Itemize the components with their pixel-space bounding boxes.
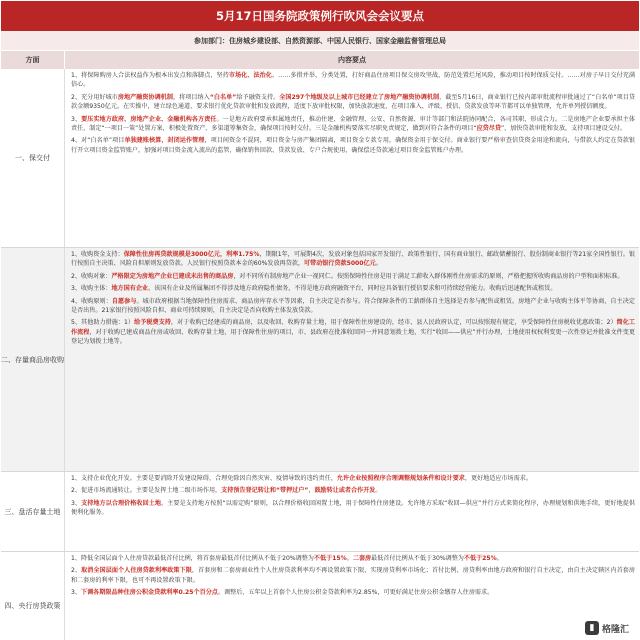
content-item <box>71 554 635 563</box>
content-item <box>71 588 635 597</box>
highlighted-text: 不低于15% <box>313 555 347 562</box>
highlighted-text: 应贷尽贷 <box>476 125 501 133</box>
highlighted-text: 严格限定为房地产企业已建成未出售的商品房 <box>111 272 234 280</box>
body-text: 给予融资支持。 <box>236 93 280 101</box>
section-label: 四、央行房贷政策 <box>1 552 65 640</box>
content-item <box>71 297 635 316</box>
departments-line: 参加部门：住房城乡建设部、自然资源部、中国人民银行、国家金融监督管理总局 <box>1 31 639 51</box>
section-label: 二、存量商品房收购 <box>1 248 65 471</box>
section-row <box>1 471 639 551</box>
body-text: 。城市政府根据当地保障性住房需求、商品房库存水平等因素，自主决定是否参与。符合保障条件的工薪群体自主选择是否参与配售或租赁。房地产企业与收购主体平等协商，自主决定是否出售。21家银行按照风险自担、商业可持续原则，自主决定是否向收购主体发放贷款。 <box>71 297 635 315</box>
body-text: 2、促进市场流通转让。主要是发挥土地二级市场作用， <box>71 487 222 495</box>
page-title: 5月17日国务院政策例行吹风会会议要点 <box>1 1 639 31</box>
highlighted-text: 允许企业按照程序合理调整规划条件和设计要求 <box>336 475 465 482</box>
section-label: 一、保交付 <box>1 69 65 247</box>
content-item <box>71 499 635 518</box>
table-header <box>1 51 639 69</box>
content-item <box>71 566 635 585</box>
section-content <box>65 248 639 471</box>
highlighted-text: 不低于25% <box>463 555 497 562</box>
body-text: 3、 <box>71 589 81 597</box>
body-text: 2、收购对象： <box>71 272 112 280</box>
body-text: ， <box>308 487 315 495</box>
body-text: 2、充分用好城市 <box>71 93 118 101</box>
body-text: 。……多措并举、分类处置，打好商品住房项目保交房攻坚战，防范处置烂尾风险，推动项目按时保质交付。……对房子早日交付充满信心。 <box>71 72 636 89</box>
highlighted-text: 支持地方以合理价格收回土地 <box>81 499 162 507</box>
highlighted-text: 二套房 <box>352 555 372 562</box>
watermark-text: 格隆汇 <box>601 624 629 635</box>
body-text: 3、 <box>71 499 82 507</box>
content-item <box>71 474 635 483</box>
body-text: 1、收购资金支持： <box>71 251 124 258</box>
chart-logo-icon: ▮ <box>585 621 599 635</box>
highlighted-text: 取消全国层面个人住房贷款利率政策下限 <box>81 567 192 575</box>
highlighted-text: 简化工作流程 <box>71 319 635 336</box>
body-text: ，期限1年，可展期4次，发放对象包括国家开发银行、政策性银行、国有商业银行、邮政储蓄银行、股份制商业银行等21家全国性银行。银行按照自主决策、风险自担原则发放贷款。人民银行按照贷款本金的60%发放再贷款， <box>71 251 635 268</box>
content-item <box>71 284 635 293</box>
section-content <box>65 69 639 247</box>
content-item <box>71 93 635 112</box>
body-text: ，截至5月16日，商业银行已按内部审批流程审批通过了“白名单”项目贷款金额9350亿元。在实操中，建立绿色通道、要求银行优化贷款审批和发放流程，适度下放审批权限，加快放款速度，在项目准入、评级、授信、贷款发放等环节都可以单独管理，允许单列授信额度。 <box>71 93 636 111</box>
body-text: ，对于收购已建成商品住房或收回、收购存量土地，用于保障性住房的项目，市、县政府在批准收回同一并同意划拨土地，实行“收回——供应”并行办理，土地使用权权利变更一次性登记并批准文件变更登记为划拨土地等。 <box>71 328 635 346</box>
section-content <box>65 552 639 640</box>
body-text: 。主要是支持地方按照“以需定购”原则，以合理价格收回闲置土地，用于保障性住房建设。允许地方采取“收回—供应”并行方式来简化程序，办理规划和供地手续，更好地提供便利化服务。 <box>71 499 635 517</box>
header-aspect: 方面 <box>1 51 65 69</box>
body-text: 。该国有企业及所属集团不得涉及地方政府隐性债务，不得是地方政府融资平台，同时应具备银行授信要求和可持续经营能力。收购后迅速配售或租赁。 <box>148 285 557 293</box>
content-item <box>71 486 635 495</box>
header-content: 内容要点 <box>338 56 366 64</box>
highlighted-text: 保障性住房再贷款规模是3000亿元，利率1.75% <box>123 251 260 258</box>
highlighted-text: 单独建账核算，封闭运作管理 <box>124 137 205 145</box>
body-text: ，项目间资金不混同，项目资金与房产集团隔离，项目资金专款专用，确保资金用于保交付。商业银行要严格审查信贷资金用途和流向，与借款人约定在贷款银行开立项目资金监管账户，加强对项目资金流入流出的监管，确保销售回款、贷款发放、专户合规使用，确保偿还贷款通过项目资金监管账户办理。 <box>71 137 636 154</box>
body-text: 。一是地方政府要承担属地责任，推动住建、金融管理、公安、自然资源、审计等部门和法院协同配合，各司其职、形成合力。二是房地产企业要承担主体责任，制定“一项目一策”处置方案，积极处置资产、多渠道筹集资金，确保项目按时交付。三是金融机构要落实尽职免责规定，做到对符合条件的项目“ <box>71 115 635 133</box>
highlighted-text: 支持预告登记转让和“带押过户” <box>221 487 309 495</box>
content-item <box>71 318 635 346</box>
content-item <box>71 136 635 155</box>
body-text: 3、收购主体： <box>71 285 112 293</box>
body-text: 。 <box>375 487 382 495</box>
highlighted-text: 可带动银行贷款5000亿元 <box>303 260 376 268</box>
highlighted-text: 要压实地方政府、房地产企业、金融机构各方责任 <box>81 115 217 123</box>
content-item <box>71 71 635 90</box>
body-text: ”，加快贷款审批和发放，支持项目建设交付。 <box>500 125 626 133</box>
body-text: 1、支持企业优化开发。主要是要消除开发建设障碍，合理免除因自然灾害、疫情导致的违约责任， <box>71 475 337 482</box>
content-item <box>71 115 635 134</box>
body-text: 4、收购原则： <box>71 297 112 305</box>
body-text: 3、 <box>71 115 82 123</box>
body-text: ，更好地适应市场需求。 <box>464 475 532 482</box>
body-text: ，将项目纳入 <box>173 93 210 101</box>
body-text: 最低首付比例从不低于30%调整为 <box>371 555 464 562</box>
section-row <box>1 247 639 471</box>
watermark <box>582 620 632 636</box>
section-row <box>1 69 639 247</box>
body-text: 5、其他助力措施：1） <box>71 319 135 327</box>
highlighted-text: 下调各期限品种住房公积金贷款利率0.25个百分点 <box>80 589 218 597</box>
highlighted-text: 全国297个地级及以上城市已经建立了房地产融资协调机制 <box>279 93 440 101</box>
body-text: 1、将保障购房人合法权益作为根本出发点和落脚点，坚持 <box>71 72 229 79</box>
body-text: 1、降低全国层面个人住房贷款最低首付比例，将首套房最低首付比例从不低于20%调整为 <box>71 555 314 562</box>
body-text: 。 <box>496 555 503 562</box>
highlighted-text: 给予税费支持 <box>134 319 171 327</box>
body-text: 4、对“白名单”项目 <box>71 137 125 145</box>
body-text: 2、 <box>71 567 82 575</box>
highlighted-text: “白名单” <box>209 93 237 101</box>
highlighted-text: 自愿参与 <box>111 297 137 305</box>
body-text: ，对于收购已经建成的商品房，以及收回、收购存量土地，用于保障性住房建设的，经市、县人民政府认定，可以按照现有规定，享受保障性住房税收优惠政策；2） <box>170 319 617 327</box>
body-text: ，对不同所有制房地产企业一视同仁。按照保障性住房是用于满足工薪收入群体刚性住房需求的原则，严格把握所收购商品房的户型和面积标准。 <box>233 272 624 280</box>
section-label: 三、盘活存量土地 <box>1 472 65 551</box>
body-text: 。调整后，五年以上首套个人住房公积金贷款利率为2.85%，可更好满足住房公积金缴存人住房需求。 <box>217 589 494 597</box>
highlighted-text: 地方国有企业 <box>111 285 149 293</box>
body-text: ，首套房和二套房商业性个人住房贷款利率均不再设置政策下限，实现房贷利率市场化；首付比例、房贷利率由地方政府和银行自主决定，由自主决定辖区内首套房和二套房的利率下限，也可不再设置政策下限。 <box>71 567 635 584</box>
highlighted-text: 房地产融资协调机制 <box>117 93 174 101</box>
content-item <box>71 272 635 281</box>
section-content <box>65 472 639 551</box>
highlighted-text: 市场化、法治化 <box>228 72 272 79</box>
body-text: 。 <box>346 555 353 562</box>
highlighted-text: 鼓励转让或者合作开发 <box>314 487 376 495</box>
content-item <box>71 250 635 269</box>
body-text: 。 <box>375 260 382 268</box>
section-row <box>1 551 639 640</box>
table-body <box>1 69 639 640</box>
